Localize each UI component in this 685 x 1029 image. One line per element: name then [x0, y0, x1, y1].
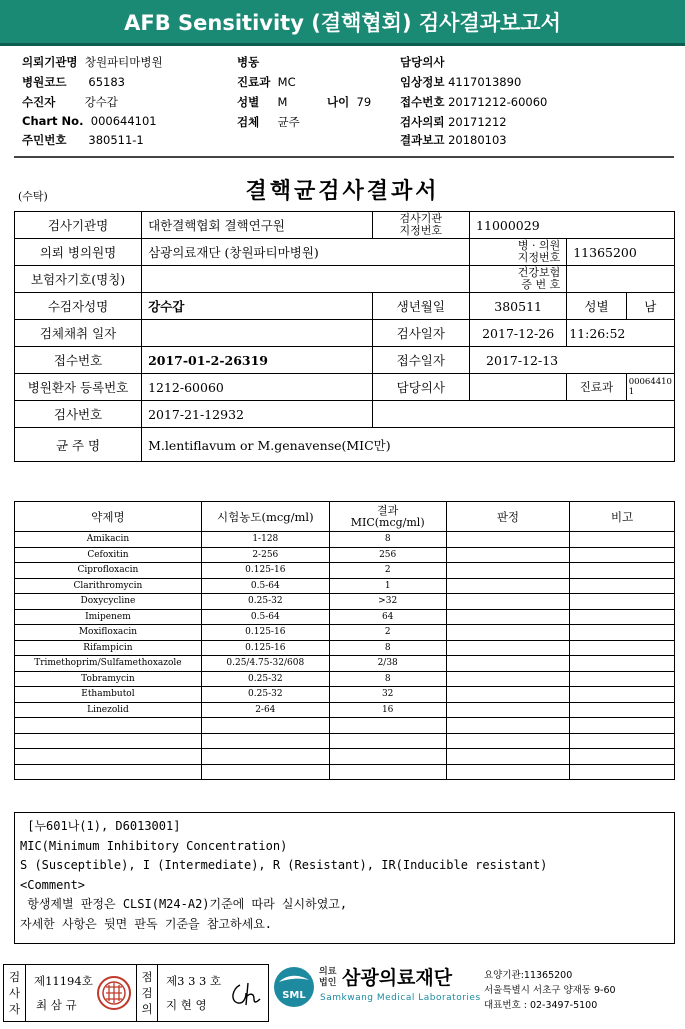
drug-judge — [446, 563, 570, 579]
drug-mic: 2/38 — [329, 656, 446, 672]
notes-line: [누601나(1), D6013001] — [20, 819, 181, 833]
drug-row — [15, 547, 675, 563]
code-field — [22, 74, 125, 90]
info-row-req-hosp — [15, 239, 675, 266]
doctor-value — [470, 374, 567, 401]
org-name: 삼광의료재단 — [342, 967, 453, 989]
drug-mic — [329, 749, 446, 765]
drug-name: Imipenem — [15, 609, 202, 625]
info-row-test-no — [15, 401, 675, 428]
lab-id-label-1: 검사기관 — [399, 212, 443, 225]
info-row-reg — [15, 374, 675, 401]
info-row-dates — [15, 320, 675, 347]
test-date-label: 검사일자 — [372, 320, 470, 347]
receipt-value: 20171212-60060 — [448, 95, 548, 109]
name-value: 강수갑 — [142, 293, 372, 320]
drug-conc: 0.5-64 — [201, 609, 329, 625]
drug-table-body — [15, 532, 675, 780]
drug-note — [570, 718, 675, 734]
strain-value: M.lentiflavum or M.genavense(MIC만) — [142, 428, 675, 462]
drug-row — [15, 702, 675, 718]
test-no-label: 검사번호 — [15, 401, 142, 428]
vertical-char: 점 — [141, 970, 153, 984]
inspector-seal-icon — [96, 975, 132, 1011]
doctor-field — [400, 54, 444, 70]
notes-line: 자세한 사항은 뒷면 판독 기준을 참고하세요. — [20, 916, 273, 931]
logo-text: SML — [282, 990, 306, 1001]
req-id-label-2: 지정번호 — [517, 251, 561, 264]
drug-row — [15, 656, 675, 672]
rrn-field — [22, 132, 144, 148]
drug-judge — [446, 578, 570, 594]
reviewer-no: 제3 3 3 호 — [166, 974, 222, 988]
drug-judge — [446, 749, 570, 765]
drug-note — [570, 609, 675, 625]
health-value — [567, 266, 675, 293]
drug-note — [570, 532, 675, 548]
drug-name: Rifampicin — [15, 640, 202, 656]
req-id-label — [470, 239, 567, 266]
request-field — [400, 114, 507, 130]
drug-mic: 8 — [329, 532, 446, 548]
req-id-value: 11365200 — [567, 239, 675, 266]
report-date-value: 20180103 — [448, 133, 507, 147]
specimen-field — [237, 114, 300, 130]
drug-note — [570, 687, 675, 703]
drug-name: Ciprofloxacin — [15, 563, 202, 579]
drug-name — [15, 733, 202, 749]
req-id-label-1: 병 · 의원 — [517, 239, 561, 252]
lab-name-value: 대한결핵협회 결핵연구원 — [142, 212, 372, 239]
drug-name: Moxifloxacin — [15, 625, 202, 641]
org-prefix-2: 법인 — [319, 978, 337, 988]
col-judge-header: 판정 — [446, 502, 570, 532]
drug-conc — [201, 764, 329, 780]
drug-note — [570, 563, 675, 579]
drug-name: Ethambutol — [15, 687, 202, 703]
drug-row — [15, 625, 675, 641]
receipt-date-label: 접수일자 — [372, 347, 470, 374]
drug-judge — [446, 671, 570, 687]
code-value: 65183 — [88, 75, 125, 89]
sex-label: 성별 — [237, 95, 260, 109]
drug-name: Tobramycin — [15, 671, 202, 687]
drug-judge — [446, 640, 570, 656]
ward-field — [237, 54, 259, 70]
age-label: 나이 — [327, 95, 350, 109]
org-prefix — [319, 967, 336, 989]
drug-row — [15, 609, 675, 625]
specimen-label: 검체 — [237, 115, 260, 129]
drug-conc: 0.125-16 — [201, 625, 329, 641]
drug-mic: 16 — [329, 702, 446, 718]
notes-line: 항생제별 판정은 CLSI(M24-A2)기준에 따라 실시하였고, — [20, 897, 348, 911]
drug-name: Doxycycline — [15, 594, 202, 610]
drug-conc: 0.25/4.75-32/608 — [201, 656, 329, 672]
drug-row — [15, 749, 675, 765]
receipt-label: 접수번호 — [400, 95, 445, 109]
doctor-label: 담당의사 — [372, 374, 470, 401]
sml-logo-icon — [273, 966, 315, 1008]
drug-mic: 2 — [329, 563, 446, 579]
chart-value: 000644101 — [90, 114, 157, 128]
drug-row — [15, 671, 675, 687]
info-row-strain — [15, 428, 675, 462]
doctor-label: 담당의사 — [400, 55, 445, 69]
request-value: 20171212 — [448, 115, 507, 129]
reg-label: 병원환자 등록번호 — [15, 374, 142, 401]
drug-row — [15, 733, 675, 749]
health-label-1: 건강보험 — [517, 266, 561, 279]
info-row-name — [15, 293, 675, 320]
drug-note — [570, 656, 675, 672]
dept-value-2: 1 — [628, 387, 635, 397]
rrn-label: 주민번호 — [22, 133, 67, 147]
drug-judge — [446, 594, 570, 610]
drug-mic: 8 — [329, 671, 446, 687]
reviewer-signature-icon — [226, 979, 264, 1009]
code-label: 병원코드 — [22, 75, 67, 89]
sex-label: 성별 — [567, 293, 626, 320]
drug-conc — [201, 733, 329, 749]
col-drug-header: 약제명 — [15, 502, 202, 532]
receipt-label: 접수번호 — [15, 347, 142, 374]
health-label-2: 증 번 호 — [521, 278, 561, 291]
drug-row — [15, 640, 675, 656]
org-english: Samkwang Medical Laboratories — [320, 993, 481, 1003]
document-tag: (수탁) — [18, 190, 48, 203]
drug-note — [570, 640, 675, 656]
col-note-header: 비고 — [570, 502, 675, 532]
col-conc-header: 시험농도(mcg/ml) — [201, 502, 329, 532]
sex-field — [237, 94, 287, 110]
dept-label: 진료과 — [237, 75, 271, 89]
sex-value: M — [277, 95, 288, 109]
receipt-field — [400, 94, 547, 110]
patient-field — [22, 94, 118, 110]
drug-table — [14, 501, 675, 780]
lab-id-value: 11000029 — [470, 212, 675, 239]
health-label — [470, 266, 567, 293]
reviewer-name: 지 현 영 — [166, 998, 207, 1012]
drug-row — [15, 718, 675, 734]
drug-note — [570, 547, 675, 563]
drug-conc — [201, 749, 329, 765]
dept-field — [237, 74, 296, 90]
drug-conc: 2-256 — [201, 547, 329, 563]
inspector-no: 제11194호 — [34, 974, 93, 988]
receipt-value: 2017-01-2-26319 — [142, 347, 372, 374]
drug-judge — [446, 656, 570, 672]
lab-id-label-2: 지정번호 — [399, 224, 443, 237]
patient-label: 수진자 — [22, 95, 56, 109]
drug-note — [570, 733, 675, 749]
notes-box — [14, 812, 675, 944]
dept-value-1: 00064410 — [628, 377, 672, 387]
drug-judge — [446, 625, 570, 641]
clinical-field — [400, 74, 521, 90]
org-prefix-1: 의료 — [319, 967, 337, 977]
inspector-label — [4, 965, 26, 1021]
chart-label: Chart No. — [22, 114, 84, 128]
drug-row — [15, 563, 675, 579]
drug-conc: 0.25-32 — [201, 671, 329, 687]
drug-row — [15, 532, 675, 548]
drug-mic: >32 — [329, 594, 446, 610]
col-result-header-1: 결과 — [377, 503, 399, 517]
test-no-value: 2017-21-12932 — [142, 401, 372, 428]
lab-name-label: 검사기관명 — [15, 212, 142, 239]
notes-line: S (Susceptible), I (Intermediate), R (Resistant), IR(Inducible resistant) — [20, 858, 548, 872]
drug-name — [15, 764, 202, 780]
drug-row — [15, 764, 675, 780]
dept-label: 진료과 — [567, 374, 626, 401]
specimen-value: 균주 — [277, 115, 300, 129]
drug-name: Trimethoprim/Sulfamethoxazole — [15, 656, 202, 672]
dept-value: MC — [277, 75, 296, 89]
vertical-char: 사 — [8, 986, 21, 1000]
drug-name — [15, 718, 202, 734]
info-row-lab — [15, 212, 675, 239]
drug-conc — [201, 718, 329, 734]
hospital-label: 의뢰기관명 — [22, 55, 78, 69]
receipt-date-value: 2017-12-13 — [470, 347, 675, 374]
drug-mic — [329, 764, 446, 780]
drug-name: Cefoxitin — [15, 547, 202, 563]
drug-judge — [446, 764, 570, 780]
drug-judge — [446, 733, 570, 749]
inspector-name: 최 삼 규 — [36, 998, 77, 1012]
name-label: 수검자성명 — [15, 293, 142, 320]
drug-note — [570, 749, 675, 765]
col-result-header — [329, 502, 446, 532]
drug-note — [570, 764, 675, 780]
drug-judge — [446, 609, 570, 625]
age-value: 79 — [356, 95, 372, 109]
clinical-value: 4117013890 — [448, 75, 522, 89]
drug-row — [15, 578, 675, 594]
strain-label: 균 주 명 — [15, 428, 142, 462]
lab-id-label — [372, 212, 470, 239]
dob-value: 380511 — [470, 293, 567, 320]
drug-mic: 8 — [329, 640, 446, 656]
chart-field — [22, 114, 157, 128]
test-time-value: 11:26:52 — [567, 320, 675, 347]
document-title: 결핵균검사결과서 — [245, 178, 440, 204]
drug-judge — [446, 702, 570, 718]
age-field — [327, 94, 371, 110]
drug-judge — [446, 547, 570, 563]
drug-conc: 1-128 — [201, 532, 329, 548]
collect-value — [142, 320, 372, 347]
vertical-char: 자 — [8, 1002, 21, 1016]
drug-mic: 1 — [329, 578, 446, 594]
hospital-field — [22, 54, 163, 70]
drug-judge — [446, 532, 570, 548]
info-table — [14, 211, 675, 462]
org-phone: 대표번호 : 02-3497-5100 — [484, 1000, 598, 1011]
org-id: 요양기관:11365200 — [484, 970, 573, 981]
drug-row — [15, 594, 675, 610]
info-row-insurer — [15, 266, 675, 293]
drug-judge — [446, 687, 570, 703]
drug-name: Clarithromycin — [15, 578, 202, 594]
drug-name: Linezolid — [15, 702, 202, 718]
drug-conc: 0.125-16 — [201, 563, 329, 579]
vertical-char: 검 — [8, 970, 21, 984]
sex-value: 남 — [626, 293, 674, 320]
drug-note — [570, 702, 675, 718]
header-divider — [14, 156, 674, 158]
drug-conc: 0.25-32 — [201, 687, 329, 703]
drug-mic: 256 — [329, 547, 446, 563]
insurer-label: 보험자기호(명칭) — [15, 266, 142, 293]
drug-table-header — [15, 502, 675, 532]
drug-row — [15, 687, 675, 703]
drug-note — [570, 594, 675, 610]
test-no-empty — [372, 401, 674, 428]
drug-name: Amikacin — [15, 532, 202, 548]
report-date-field — [400, 132, 507, 148]
req-hosp-value: 삼광의료재단 (창원파티마병원) — [142, 239, 470, 266]
drug-conc: 0.125-16 — [201, 640, 329, 656]
drug-conc: 2-64 — [201, 702, 329, 718]
insurer-value — [142, 266, 470, 293]
hospital-value: 창원파티마병원 — [84, 55, 163, 69]
org-address: 서울특별시 서초구 양재동 9-60 — [484, 985, 616, 996]
drug-mic — [329, 733, 446, 749]
drug-conc: 0.5-64 — [201, 578, 329, 594]
notes-line: <Comment> — [20, 877, 86, 892]
drug-mic: 2 — [329, 625, 446, 641]
ward-label: 병동 — [237, 55, 260, 69]
drug-conc: 0.25-32 — [201, 594, 329, 610]
clinical-label: 임상정보 — [400, 75, 445, 89]
dept-value — [626, 374, 674, 401]
reviewer-label — [136, 965, 158, 1021]
col-result-header-2: MIC(mcg/ml) — [350, 515, 425, 529]
rrn-value: 380511-1 — [88, 133, 144, 147]
reg-value: 1212-60060 — [142, 374, 372, 401]
patient-value: 강수갑 — [84, 95, 118, 109]
drug-mic: 64 — [329, 609, 446, 625]
request-label: 검사의뢰 — [400, 115, 445, 129]
drug-name — [15, 749, 202, 765]
report-title: AFB Sensitivity (결핵협회) 검사결과보고서 — [0, 0, 685, 46]
info-row-receipt — [15, 347, 675, 374]
req-hosp-label: 의뢰 병의원명 — [15, 239, 142, 266]
drug-mic: 32 — [329, 687, 446, 703]
vertical-char: 검 — [141, 986, 153, 1000]
test-date-value: 2017-12-26 — [470, 320, 567, 347]
collect-label: 검체채취 일자 — [15, 320, 142, 347]
drug-note — [570, 671, 675, 687]
drug-mic — [329, 718, 446, 734]
vertical-char: 의 — [141, 1002, 153, 1016]
drug-note — [570, 625, 675, 641]
notes-line: MIC(Minimum Inhibitory Concentration) — [20, 838, 288, 853]
report-date-label: 결과보고 — [400, 133, 445, 147]
dob-label: 생년월일 — [372, 293, 470, 320]
signature-box — [3, 964, 269, 1022]
drug-note — [570, 578, 675, 594]
drug-judge — [446, 718, 570, 734]
